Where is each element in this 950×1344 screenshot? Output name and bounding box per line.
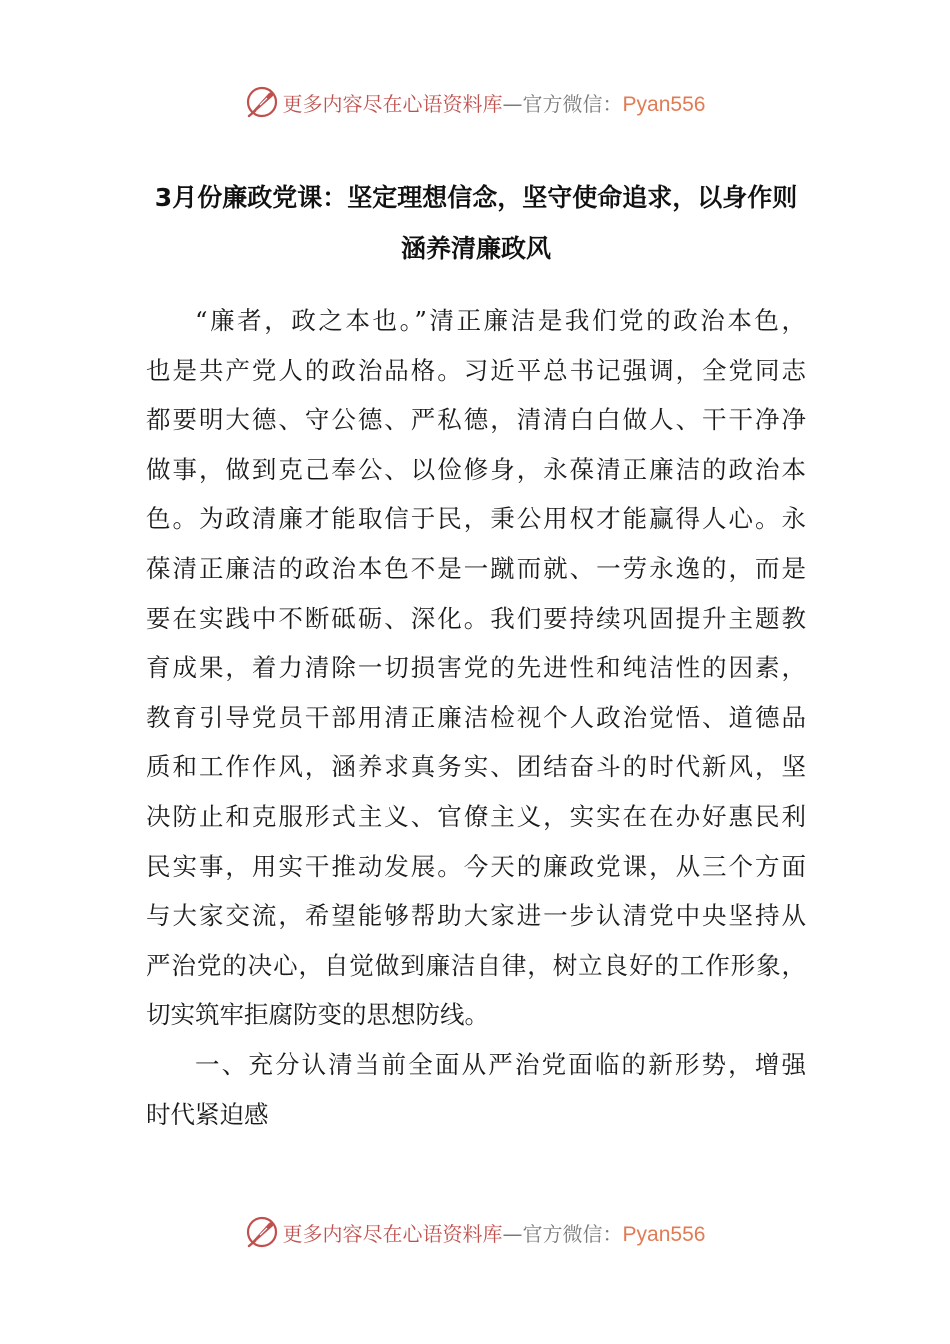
header-banner-main: 更多内容尽在心语资料库 <box>282 91 503 116</box>
quill-logo-icon <box>245 85 279 119</box>
paragraph-line: 决防止和克服形式主义、官僚主义，实实在在办好惠民利 <box>146 801 806 831</box>
footer-banner-dash: — <box>502 1221 523 1246</box>
footer-banner <box>0 1212 950 1252</box>
footer-banner-label: 官方微信： <box>522 1221 623 1246</box>
header-banner-id: Pyan556 <box>622 92 706 116</box>
paragraph-line: 与大家交流，希望能够帮助大家进一步认清党中央坚持从 <box>146 901 806 931</box>
header-banner-label: 官方微信： <box>522 91 623 116</box>
section-heading-line: 时代紧迫感 <box>146 1099 269 1129</box>
title-line-2: 涵养清廉政风 <box>400 234 551 263</box>
paragraph-line: 色。为政清廉才能取信于民，秉公用权才能赢得人心。永 <box>146 504 806 534</box>
paragraph-line: 民实事，用实干推动发展。今天的廉政党课，从三个方面 <box>146 851 806 881</box>
paragraph-line: 教育引导党员干部用清正廉洁检视个人政治觉悟、道德品 <box>146 702 806 732</box>
document-title <box>146 172 806 274</box>
paragraph-line: 都要明大德、守公德、严私德，清清白白做人、干干净净 <box>146 405 806 435</box>
paragraph-line: 也是共产党人的政治品格。习近平总书记强调，全党同志 <box>146 355 806 385</box>
paragraph-line: 要在实践中不断砥砺、深化。我们要持续巩固提升主题教 <box>146 603 806 633</box>
paragraph-line: 做事，做到克己奉公、以俭修身，永葆清正廉洁的政治本 <box>146 454 806 484</box>
footer-banner-id: Pyan556 <box>622 1222 706 1246</box>
footer-banner-main: 更多内容尽在心语资料库 <box>282 1221 503 1246</box>
paragraph-line: “廉者，政之本也。”清正廉洁是我们党的政治本色， <box>195 306 806 335</box>
quill-logo-icon <box>245 1215 279 1249</box>
title-line-1: 3月份廉政党课：坚定理想信念，坚守使命追求，以身作则 <box>154 183 798 212</box>
paragraph-line: 育成果，着力清除一切损害党的先进性和纯洁性的因素， <box>146 653 806 683</box>
paragraph-line: 严治党的决心，自觉做到廉洁自律，树立良好的工作形象， <box>146 950 806 980</box>
document-body <box>146 296 806 1139</box>
section-heading-line: 一、充分认清当前全面从严治党面临的新形势，增强 <box>195 1049 806 1079</box>
paragraph-line: 切实筑牢拒腐防变的思想防线。 <box>146 1000 489 1030</box>
header-banner <box>0 82 950 122</box>
paragraph-line: 质和工作作风，涵养求真务实、团结奋斗的时代新风，坚 <box>146 752 806 782</box>
paragraph-line: 葆清正廉洁的政治本色不是一蹴而就、一劳永逸的，而是 <box>146 553 806 583</box>
header-banner-text <box>283 88 706 117</box>
footer-banner-text <box>283 1218 706 1247</box>
header-banner-dash: — <box>502 91 523 116</box>
